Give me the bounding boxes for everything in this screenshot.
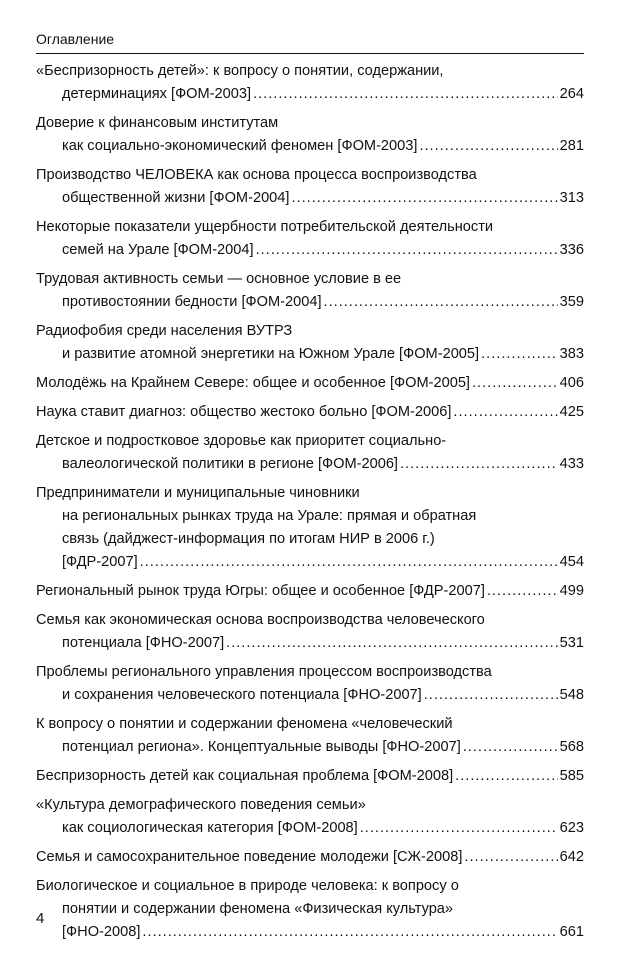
toc-entry-title-line: Доверие к финансовым институтам — [36, 115, 279, 131]
toc-entry-title-line: Радиофобия среди населения ВУТРЗ — [36, 323, 293, 339]
toc-entry-page: 499 — [559, 583, 584, 599]
toc-entry-title-line: Региональный рынок труда Югры: общее и особенное [ФДР-2007] — [36, 583, 485, 599]
toc-entry-title-line: валеологической политики в регионе [ФОМ-2006] — [62, 456, 398, 472]
toc-entry-title-line: потенциал региона». Концептуальные выводы [ФНО-2007] — [62, 739, 461, 755]
toc-entry-last-line — [36, 551, 584, 574]
toc-entry — [36, 268, 584, 314]
toc-entry-last-line — [36, 135, 584, 158]
toc-entry-title-line: Беспризорность детей как социальная проблема [ФОМ-2008] — [36, 768, 454, 784]
toc-entry-title-line: Биологическое и социальное в природе человека: к вопросу о — [36, 878, 459, 894]
toc-entry-page: 531 — [559, 635, 584, 651]
toc-entry-page: 568 — [559, 739, 584, 755]
toc-entry-title-line: противостоянии бедности [ФОМ-2004] — [62, 294, 322, 310]
dot-leader — [253, 83, 558, 106]
toc-entry — [36, 164, 584, 210]
dot-leader — [419, 135, 557, 158]
toc-entry-last-line — [36, 372, 584, 395]
toc-entry-title-line: детерминациях [ФОМ-2003] — [62, 86, 252, 102]
toc-entry — [36, 661, 584, 707]
dot-leader — [360, 817, 558, 840]
toc-entry — [36, 794, 584, 840]
toc-entry-title-line: как социально-экономический феномен [ФОМ-2003] — [62, 138, 418, 154]
toc-entry-last-line — [36, 580, 584, 603]
header-rule — [36, 53, 584, 54]
toc-entry-page: 425 — [559, 404, 584, 420]
toc-entry-page: 264 — [559, 86, 584, 102]
toc-entry — [36, 580, 584, 603]
dot-leader — [256, 239, 558, 262]
toc-entry — [36, 401, 584, 424]
toc-entry-title-line: семей на Урале [ФОМ-2004] — [62, 242, 254, 258]
toc-entry-title-line: Молодёжь на Крайнем Севере: общее и особенное [ФОМ-2005] — [36, 375, 470, 391]
toc-entry-last-line — [36, 401, 584, 424]
toc-entry-page: 359 — [559, 294, 584, 310]
toc-entry-page: 623 — [559, 820, 584, 836]
dot-leader — [455, 765, 557, 788]
dot-leader — [291, 187, 557, 210]
toc-entry-page: 313 — [559, 190, 584, 206]
toc-entry-page: 383 — [559, 346, 584, 362]
toc-entry-title-line: как социологическая категория [ФОМ-2008] — [62, 820, 358, 836]
toc-entry-page: 336 — [559, 242, 584, 258]
toc-entry-title-line: и сохранения человеческого потенциала [ФНО-2007] — [62, 687, 422, 703]
toc-entry-title-line: Наука ставит диагноз: общество жестоко больно [ФОМ-2006] — [36, 404, 452, 420]
toc-entry — [36, 765, 584, 788]
toc-entry-last-line — [36, 736, 584, 759]
toc-entry-last-line — [36, 632, 584, 655]
toc-entry-last-line — [36, 765, 584, 788]
toc-entry — [36, 846, 584, 869]
toc-entry-title-line: Проблемы регионального управления процессом воспроизводства — [36, 664, 492, 680]
toc-entry-title-line: Трудовая активность семьи — основное условие в ее — [36, 271, 402, 287]
toc-entry-title-line: К вопросу о понятии и содержании феномена «человеческий — [36, 716, 453, 732]
toc-entry-title-line: «Беспризорность детей»: к вопросу о понятии, содержании, — [36, 63, 444, 79]
toc-entry-title-line: на региональных рынках труда на Урале: прямая и обратная — [62, 508, 477, 524]
toc-entry-page: 454 — [559, 554, 584, 570]
toc-entry — [36, 482, 584, 574]
toc-entry — [36, 60, 584, 106]
toc-entry-title-line: Семья как экономическая основа воспроизводства человеческого — [36, 612, 485, 628]
toc-entry-page: 642 — [559, 849, 584, 865]
toc-entry-title-line: понятии и содержании феномена «Физическая культура» — [62, 901, 454, 917]
toc-entry-title-line: потенциала [ФНО-2007] — [62, 635, 225, 651]
table-of-contents — [36, 60, 584, 950]
dot-leader — [142, 921, 557, 944]
toc-entry-last-line — [36, 83, 584, 106]
toc-entry-last-line — [36, 291, 584, 314]
toc-entry-title-line: Детское и подростковое здоровье как приоритет социально- — [36, 433, 447, 449]
dot-leader — [140, 551, 558, 574]
toc-entry-page: 433 — [559, 456, 584, 472]
dot-leader — [453, 401, 557, 424]
toc-entry-title-line: общественной жизни [ФОМ-2004] — [62, 190, 290, 206]
toc-entry-last-line — [36, 921, 584, 944]
toc-entry-page: 281 — [559, 138, 584, 154]
dot-leader — [487, 580, 558, 603]
toc-entry-last-line — [36, 187, 584, 210]
toc-entry-last-line — [36, 817, 584, 840]
toc-entry — [36, 216, 584, 262]
toc-entry — [36, 609, 584, 655]
toc-entry — [36, 112, 584, 158]
toc-entry — [36, 430, 584, 476]
dot-leader — [324, 291, 558, 314]
dot-leader — [481, 343, 558, 366]
dot-leader — [463, 736, 558, 759]
toc-entry-page: 406 — [559, 375, 584, 391]
page-number: 4 — [36, 910, 45, 927]
toc-entry — [36, 875, 584, 944]
toc-entry-last-line — [36, 239, 584, 262]
dot-leader — [400, 453, 558, 476]
toc-entry-title-line: «Культура демографического поведения семьи» — [36, 797, 366, 813]
dot-leader — [226, 632, 558, 655]
toc-entry-page: 548 — [559, 687, 584, 703]
dot-leader — [424, 684, 558, 707]
toc-entry-title-line: и развитие атомной энергетики на Южном Урале [ФОМ-2005] — [62, 346, 480, 362]
toc-entry-last-line — [36, 453, 584, 476]
toc-entry — [36, 320, 584, 366]
toc-entry — [36, 372, 584, 395]
toc-entry-title-line: [ФДР-2007] — [62, 554, 138, 570]
dot-leader — [472, 372, 558, 395]
dot-leader — [464, 846, 557, 869]
toc-entry-page: 661 — [559, 924, 584, 940]
toc-entry-last-line — [36, 343, 584, 366]
toc-entry-title-line: Предприниматели и муниципальные чиновники — [36, 485, 360, 501]
toc-entry-title-line: Семья и самосохранительное поведение молодежи [СЖ-2008] — [36, 849, 463, 865]
toc-entry-last-line — [36, 846, 584, 869]
toc-entry-last-line — [36, 684, 584, 707]
toc-entry-title-line: Производство ЧЕЛОВЕКА как основа процесса воспроизводства — [36, 167, 477, 183]
toc-entry-page: 585 — [559, 768, 584, 784]
section-header: Оглавление — [36, 31, 115, 47]
toc-entry-title-line: Некоторые показатели ущербности потребительской деятельности — [36, 219, 494, 235]
toc-entry — [36, 713, 584, 759]
toc-entry-title-line: связь (дайджест-информация по итогам НИР в 2006 г.) — [62, 531, 435, 547]
toc-entry-title-line: [ФНО-2008] — [62, 924, 141, 940]
